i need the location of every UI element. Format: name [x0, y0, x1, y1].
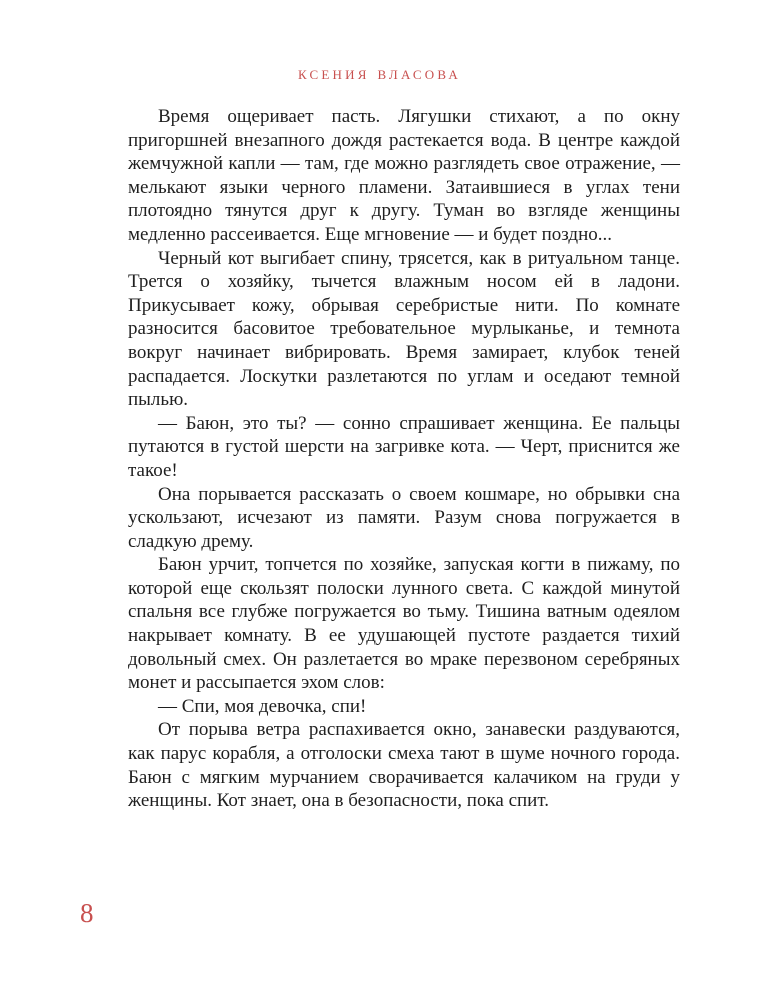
paragraph-3: — Баюн, это ты? — сонно спрашивает женщина. Ее пальцы путаются в густой шерсти на загривке кота. — Черт, приснится же такое! [128, 412, 680, 481]
paragraph-6: — Спи, моя девочка, спи! [158, 695, 367, 717]
paragraph-4: Она порывается рассказать о своем кошмаре, но обрывки сна ускользают, исчезают из памяти. Разум снова погружается в сладкую дрему. [128, 483, 680, 552]
running-header-author: ксения власова [298, 63, 461, 84]
paragraph-2: Черный кот выгибает спину, трясется, как в ритуальном танце. Трется о хозяйку, тычется влажным носом ей в ладони. Прикусывает кожу, обрывая серебристые нити. По комнате разносится басовитое требовательное мурлыканье, и темнота вокруг начинает вибрировать. Время замирает, клубок теней распадается. Лоскутки разлетаются по углам и оседают темной пылью. [128, 247, 680, 411]
paragraph-5: Баюн урчит, топчется по хозяйке, запуская когти в пижаму, по которой еще скользят полоски лунного света. С каждой минутой спальня все глубже погружается во тьму. Тишина ватным одеялом накрывает комнату. В ее удушающей пустоте раздается тихий довольный смех. Он разлетается во мраке перезвоном серебряных монет и рассыпается эхом слов: [128, 554, 680, 694]
body-text [128, 105, 680, 813]
paragraph-1: Время ощеривает пасть. Лягушки стихают, а по окну пригоршней внезапного дождя растекается вода. В центре каждой жемчужной капли — там, где можно разглядеть свое отражение, — мелькают языки черного пламени. Затаившиеся в углах тени плотоядно тянутся друг к другу. Туман во взгляде женщины медленно рассеивается. Еще мгновение — и будет поздно... [128, 106, 680, 245]
paragraph-7: От порыва ветра распахивается окно, занавески раздуваются, как парус корабля, а отголоски смеха тают в шуме ночного города. Баюн с мягким мурчанием сворачивается калачиком на груди у женщины. Кот знает, она в безопасности, пока спит. [128, 719, 680, 812]
page-number: 8 [80, 898, 94, 928]
